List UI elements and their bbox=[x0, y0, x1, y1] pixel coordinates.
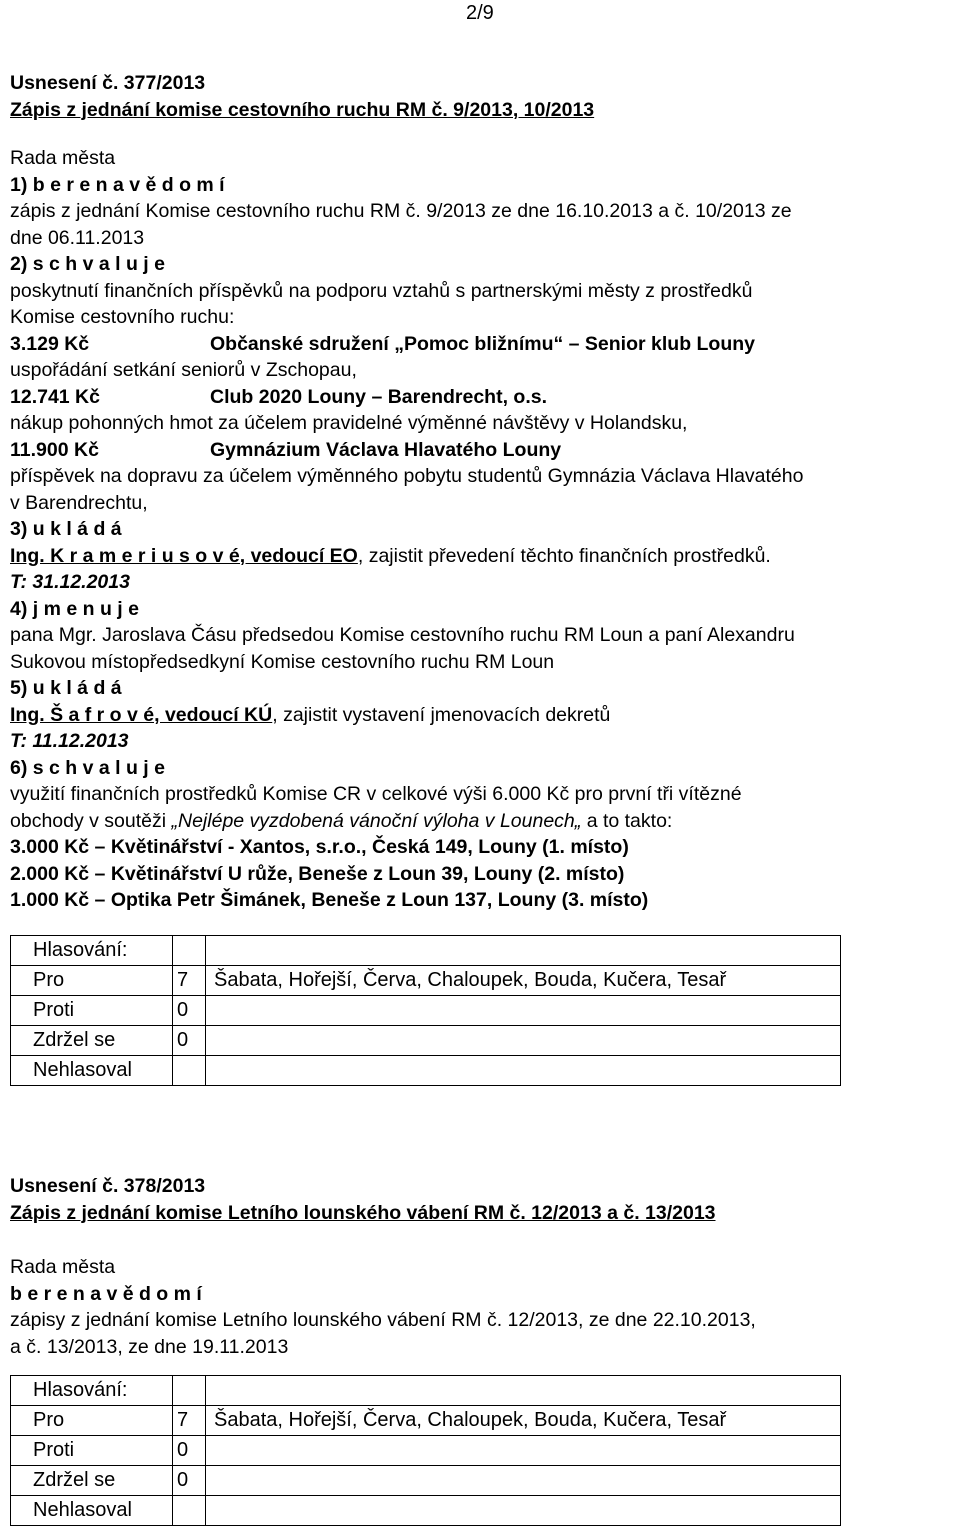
vote-row-proti: Proti 0 bbox=[11, 1436, 841, 1466]
point-6-text-b: obchody v soutěži „Nejlépe vyzdobená vánoční výloha v Lounech„ a to takto: bbox=[10, 809, 673, 832]
council-label: Rada města bbox=[10, 1256, 116, 1278]
vote-header-row bbox=[11, 936, 841, 966]
point-1-text-b: a č. 13/2013, ze dne 19.11.2013 bbox=[10, 1335, 289, 1358]
point-1-label: b e r e n a v ě d o m í bbox=[10, 1282, 202, 1305]
resolution-378 bbox=[10, 1173, 958, 1360]
vote-row-pro: Pro 7 Šabata, Hořejší, Červa, Chaloupek, Bouda, Kučera, Tesař bbox=[11, 966, 841, 996]
point-3-text: Ing. K r a m e r i u s o v é, vedoucí EO, zajistit převedení těchto finančních prostředků. bbox=[10, 544, 771, 567]
vote-header-row bbox=[11, 1376, 841, 1406]
grant-2: 12.741 Kč Club 2020 Louny – Barendrecht, o.s. bbox=[10, 385, 548, 408]
page-number: 2/9 bbox=[466, 2, 494, 24]
prize-3: 1.000 Kč – Optika Petr Šimánek, Beneše z Loun 137, Louny (3. místo) bbox=[10, 889, 649, 911]
vote-row-pro: Pro 7 Šabata, Hořejší, Červa, Chaloupek, Bouda, Kučera, Tesař bbox=[11, 1406, 841, 1436]
prize-1: 3.000 Kč – Květinářství - Xantos, s.r.o., Česká 149, Louny (1. místo) bbox=[10, 836, 629, 858]
point-5-text: Ing. Š a f r o v é, vedoucí KÚ, zajistit vystavení jmenovacích dekretů bbox=[10, 703, 611, 726]
point-1-label: 1) b e r e n a v ě d o m í bbox=[10, 173, 225, 196]
vote-row-nehlasoval: Nehlasoval bbox=[11, 1496, 841, 1526]
resolution-title: Zápis z jednání komise Letního lounského vábení RM č. 12/2013 a č. 13/2013 bbox=[10, 1201, 716, 1224]
point-1-text: zápisy z jednání komise Letního lounského vábení RM č. 12/2013, ze dne 22.10.2013, bbox=[10, 1309, 756, 1331]
vote-table-378 bbox=[10, 1375, 841, 1526]
point-3-label: 3) u k l á d á bbox=[10, 518, 122, 540]
grant-1: 3.129 Kč Občanské sdružení „Pomoc bližnímu“ – Senior klub Louny bbox=[10, 332, 756, 355]
point-4-label: 4) j m e n u j e bbox=[10, 597, 139, 620]
point-2-text-b: Komise cestovního ruchu: bbox=[10, 306, 235, 328]
grant-1-purpose: uspořádání setkání seniorů v Zschopau, bbox=[10, 359, 357, 381]
point-4-text-b: Sukovou místopředsedkyní Komise cestovního ruchu RM Loun bbox=[10, 650, 555, 673]
vote-header: Hlasování: bbox=[11, 1376, 173, 1406]
vote-header: Hlasování: bbox=[11, 936, 173, 966]
resolution-number: Usnesení č. 377/2013 bbox=[10, 72, 206, 94]
grant-3-purpose: příspěvek na dopravu za účelem výměnného pobytu studentů Gymnázia Václava Hlavatého bbox=[10, 465, 804, 487]
vote-table-377 bbox=[10, 935, 841, 1086]
point-1-text-b: dne 06.11.2013 bbox=[10, 226, 145, 249]
point-2-label: 2) s c h v a l u j e bbox=[10, 253, 165, 275]
point-6-label: 6) s c h v a l u j e bbox=[10, 756, 165, 779]
point-6-text: využití finančních prostředků Komise CR v celkové výši 6.000 Kč pro první tři vítězné bbox=[10, 783, 742, 805]
vote-row-zdrzel: Zdržel se 0 bbox=[11, 1466, 841, 1496]
council-label: Rada města bbox=[10, 147, 116, 169]
vote-row-nehlasoval: Nehlasoval bbox=[11, 1056, 841, 1086]
grant-3-purpose-b: v Barendrechtu, bbox=[10, 491, 148, 514]
grant-3: 11.900 Kč Gymnázium Václava Hlavatého Louny bbox=[10, 438, 562, 461]
vote-row-proti: Proti 0 bbox=[11, 996, 841, 1026]
vote-row-zdrzel: Zdržel se 0 bbox=[11, 1026, 841, 1056]
resolution-number: Usnesení č. 378/2013 bbox=[10, 1175, 206, 1197]
point-1-text: zápis z jednání Komise cestovního ruchu RM č. 9/2013 ze dne 16.10.2013 a č. 10/2013 ze bbox=[10, 200, 792, 222]
point-2-text: poskytnutí finančních příspěvků na podporu vztahů s partnerskými městy z prostředků bbox=[10, 279, 753, 302]
resolution-377 bbox=[10, 70, 958, 914]
point-5-deadline: T: 11.12.2013 bbox=[10, 730, 129, 752]
point-5-label: 5) u k l á d á bbox=[10, 677, 122, 699]
point-4-text: pana Mgr. Jaroslava Čásu předsedou Komise cestovního ruchu RM Loun a paní Alexandru bbox=[10, 624, 795, 646]
point-3-deadline: T: 31.12.2013 bbox=[10, 571, 130, 593]
resolution-title: Zápis z jednání komise cestovního ruchu RM č. 9/2013, 10/2013 bbox=[10, 98, 595, 121]
grant-2-purpose: nákup pohonných hmot za účelem pravidelné výměnné návštěvy v Holandsku, bbox=[10, 412, 688, 434]
prize-2: 2.000 Kč – Květinářství U růže, Beneše z Loun 39, Louny (2. místo) bbox=[10, 862, 625, 885]
